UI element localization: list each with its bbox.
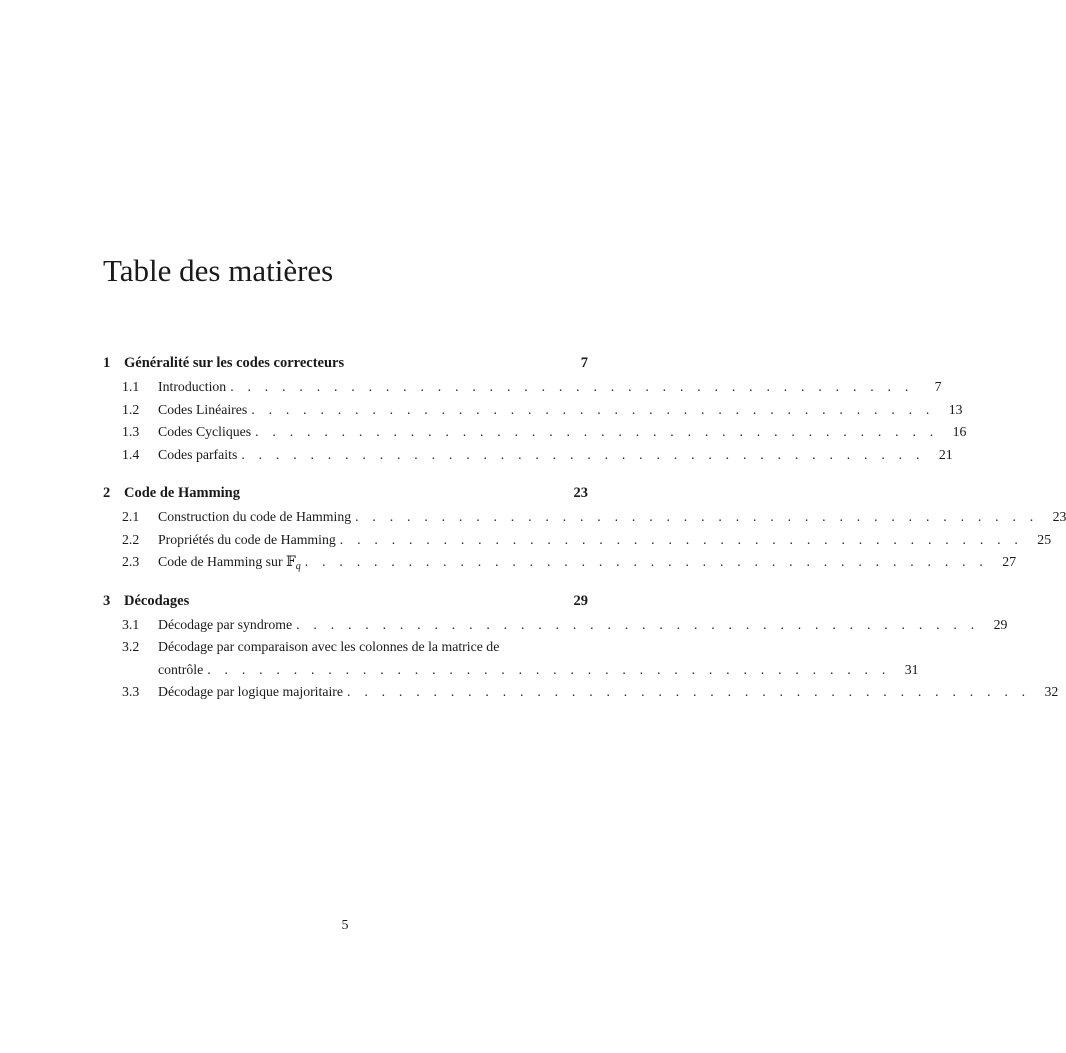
section-number: 1.2	[122, 401, 140, 417]
section-title-line-1	[103, 636, 588, 659]
toc-section-3-1[interactable]	[103, 614, 1008, 637]
section-number: 2.3	[122, 554, 140, 569]
section-title	[158, 551, 305, 579]
toc-section-3-3[interactable]	[103, 681, 1059, 704]
toc-section-2-3[interactable]	[103, 551, 1017, 574]
section-number: 2.2	[122, 531, 140, 547]
section-title: Décodage par logique majoritaire	[158, 684, 344, 699]
dot-leader: . . . . . . . . . . . . . . . . . . . . . . . . . . . . . . . . . . . . . . . .	[296, 616, 980, 632]
section-number: 3.1	[122, 616, 140, 632]
table-of-contents	[103, 350, 1066, 718]
chapter-number: 2	[103, 485, 111, 501]
dot-leader: . . . . . . . . . . . . . . . . . . . . . . . . . . . . . . . . . . . . . . . .	[339, 531, 1024, 547]
chapter-number: 1	[103, 355, 111, 371]
dot-leader: . . . . . . . . . . . . . . . . . . . . . . . . . . . . . . . . . . . . . . . .	[355, 509, 1039, 524]
field-symbol: 𝔽	[286, 554, 296, 570]
section-title: Codes Cycliques	[158, 424, 252, 439]
section-page-number: 16	[952, 424, 967, 439]
toc-section-3-2[interactable]	[103, 636, 919, 681]
section-number: 3.2	[122, 639, 140, 654]
section-page-number: 21	[938, 446, 953, 462]
section-title: Construction du code de Hamming	[158, 509, 352, 524]
toc-section-1-3[interactable]	[103, 421, 967, 444]
section-title-text: Code de Hamming sur	[158, 554, 283, 569]
section-title-continued: contrôle	[158, 661, 204, 677]
toc-chapter-3	[103, 588, 1059, 704]
dot-leader: . . . . . . . . . . . . . . . . . . . . . . . . . . . . . . . . . . . . . . . .	[207, 661, 891, 677]
section-page-number: 13	[948, 401, 963, 417]
dot-leader: . . . . . . . . . . . . . . . . . . . . . . . . . . . . . . . . . . . . . . . .	[241, 446, 925, 462]
chapter-page-number: 23	[573, 485, 588, 501]
section-number: 1.4	[122, 446, 140, 462]
toc-chapter-2	[103, 480, 1066, 574]
field-subscript: q	[295, 561, 301, 572]
chapter-title: Décodages	[124, 592, 190, 609]
toc-chapter-entry[interactable]	[103, 480, 588, 506]
chapter-page-number: 29	[573, 592, 588, 609]
section-title-line-2	[103, 659, 919, 682]
section-page-number: 31	[904, 661, 919, 677]
section-page-number: 25	[1037, 531, 1052, 547]
page-number: 5	[341, 918, 349, 933]
toc-section-1-2[interactable]	[103, 399, 963, 422]
dot-leader: . . . . . . . . . . . . . . . . . . . . . . . . . . . . . . . . . . . . . . . .	[347, 684, 1031, 699]
section-page-number: 27	[1002, 554, 1017, 569]
section-title: Introduction	[158, 379, 227, 394]
dot-leader: . . . . . . . . . . . . . . . . . . . . . . . . . . . . . . . . . . . . . . . .	[251, 401, 935, 417]
section-number: 1.3	[122, 424, 140, 439]
chapter-page-number: 7	[580, 355, 588, 371]
page-title: Table des matières	[103, 253, 334, 288]
section-title: Codes Linéaires	[158, 401, 248, 417]
section-title: Propriétés du code de Hamming	[158, 531, 336, 547]
toc-section-1-4[interactable]	[103, 444, 953, 467]
toc-chapter-entry[interactable]	[103, 588, 588, 614]
dot-leader: . . . . . . . . . . . . . . . . . . . . . . . . . . . . . . . . . . . . . . . .	[230, 379, 914, 394]
chapter-title: Généralité sur les codes correcteurs	[124, 355, 345, 371]
toc-section-1-1[interactable]	[103, 376, 942, 399]
section-title: Décodage par comparaison avec les colonnes de la matrice de	[158, 639, 500, 654]
section-number: 1.1	[122, 379, 140, 394]
section-number: 3.3	[122, 684, 140, 699]
chapter-title: Code de Hamming	[124, 485, 240, 501]
section-title: Codes parfaits	[158, 446, 238, 462]
toc-section-2-1[interactable]	[103, 506, 1066, 529]
section-number: 2.1	[122, 509, 140, 524]
section-page-number: 32	[1044, 684, 1059, 699]
section-page-number: 29	[993, 616, 1008, 632]
toc-section-2-2[interactable]	[103, 529, 1052, 552]
section-page-number: 7	[934, 379, 942, 394]
toc-chapter-1	[103, 350, 967, 466]
section-page-number: 23	[1052, 509, 1066, 524]
chapter-number: 3	[103, 592, 111, 609]
dot-leader: . . . . . . . . . . . . . . . . . . . . . . . . . . . . . . . . . . . . . . . .	[255, 424, 939, 439]
toc-chapter-entry[interactable]	[103, 350, 588, 376]
dot-leader: . . . . . . . . . . . . . . . . . . . . . . . . . . . . . . . . . . . . . . . .	[304, 554, 989, 569]
section-title: Décodage par syndrome	[158, 616, 293, 632]
